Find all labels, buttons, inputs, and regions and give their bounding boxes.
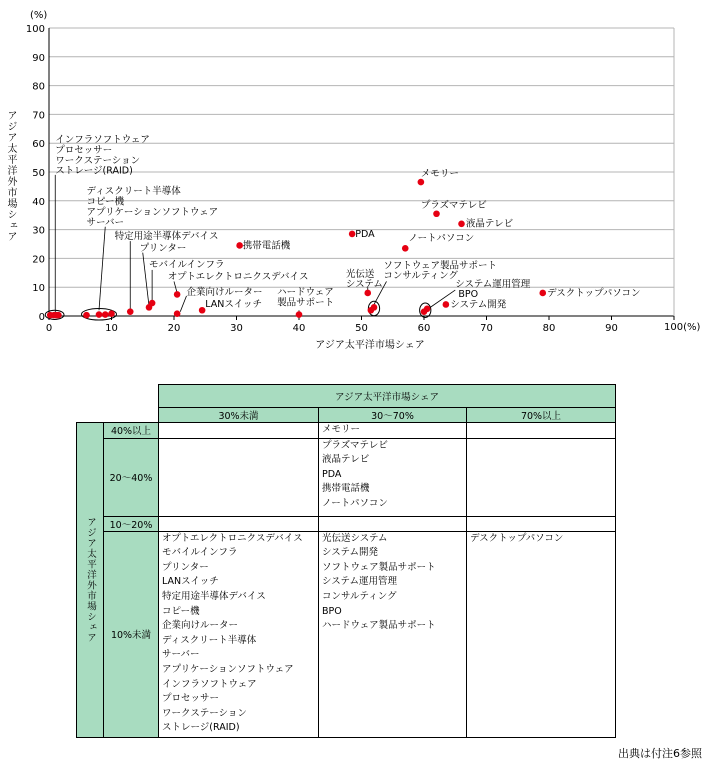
data-point (102, 311, 109, 318)
cell-r3-c0 (159, 531, 319, 737)
cell-r3-c2 (467, 531, 616, 737)
table-item: アプリケーションソフトウェア (162, 663, 294, 675)
row-label-40plus: 40%以上 (104, 423, 159, 439)
data-point (443, 301, 450, 308)
point-label: ディスクリート半導体 (86, 186, 181, 198)
y-tick-50: 50 (32, 168, 45, 179)
cell-r0-c2 (467, 423, 616, 439)
data-point (539, 290, 546, 297)
table-item: モバイルインフラ (162, 547, 238, 559)
leader-line (180, 296, 186, 312)
cell-r1-c0 (159, 438, 319, 516)
y-tick-10: 10 (32, 283, 45, 295)
point-label: ストレージ(RAID) (55, 165, 133, 177)
data-point (424, 306, 431, 313)
table-item: システム開発 (322, 547, 379, 559)
cell-r2-c0 (159, 516, 319, 531)
table-item: コピー機 (162, 605, 200, 617)
leader-line (99, 227, 105, 311)
data-point (371, 304, 378, 311)
data-point (174, 291, 181, 298)
table-item: プリンター (162, 561, 209, 573)
point-label: 企業向けルーター (186, 286, 263, 298)
point-label: モバイルインフラ (149, 259, 225, 271)
data-point (418, 179, 425, 186)
point-label: コピー機 (86, 196, 125, 208)
y-tick-0: 0 (38, 312, 45, 323)
point-label: プラズマテレビ (420, 200, 487, 211)
y-tick-90: 90 (32, 52, 45, 64)
cell-r0-c1 (319, 423, 467, 439)
y-tick-labels (26, 24, 45, 323)
y-tick-30: 30 (32, 225, 45, 237)
scatter-chart (0, 0, 716, 375)
row-label-20to40: 20〜40% (104, 438, 159, 516)
data-point (433, 210, 440, 217)
data-point (174, 310, 181, 317)
table-item: 光伝送システム (322, 532, 388, 544)
x-tick-90: 90 (605, 323, 618, 334)
table-item: 企業向けルーター (162, 620, 239, 632)
point-label: プロセッサー (55, 144, 113, 156)
table-item: プロセッサー (162, 693, 220, 705)
table-item: プラズマテレビ (322, 439, 388, 451)
point-label: オプトエレクトロニクスデバイス (167, 271, 309, 283)
x-tick-20: 20 (167, 323, 181, 334)
y-tick-70: 70 (32, 110, 45, 122)
point-label: システム運用管理 (455, 279, 531, 291)
cell-r1-c1 (319, 438, 467, 516)
x-tick-50: 50 (355, 323, 368, 334)
table-item: 液晶テレビ (322, 454, 370, 466)
point-label: プリンター (139, 243, 187, 255)
x-axis-unit: 100(%) (664, 322, 701, 333)
y-tick-60: 60 (32, 139, 45, 151)
y-axis-unit: (%) (30, 10, 48, 21)
point-label: アプリケーションソフトウェア (86, 206, 219, 218)
cell-r3-c1 (319, 531, 467, 737)
point-label: 製品サポート (277, 297, 335, 309)
x-tick-0: 0 (45, 323, 53, 334)
row-label-below10: 10%未満 (104, 531, 159, 737)
table-item: BPO (322, 605, 342, 617)
x-tick-10: 10 (105, 323, 118, 334)
point-label: デスクトップパソコン (547, 287, 641, 299)
x-tick-labels (46, 323, 618, 334)
x-tick-70: 70 (480, 323, 493, 334)
table-item: ハードウェア製品サポート (322, 620, 436, 632)
y-tick-100: 100 (25, 24, 45, 35)
col-header-below30: 30%未満 (159, 408, 319, 423)
cell-r0-c0 (159, 423, 319, 439)
y-axis-title: アジア太平洋外市場シェア (5, 110, 16, 242)
point-label: BPO (458, 288, 479, 300)
table-main-header: アジア太平洋市場シェア (159, 385, 616, 408)
point-label: PDA (355, 228, 375, 240)
y-tick-40: 40 (32, 196, 45, 208)
point-label: インフラソフトウェア (55, 134, 150, 146)
point-label: ワークステーション (55, 155, 141, 167)
table-item: メモリー (322, 424, 361, 435)
point-label: 液晶テレビ (465, 218, 514, 230)
point-label: ハードウェア (277, 286, 334, 298)
table-item: サーバー (162, 649, 200, 661)
data-point (96, 311, 103, 318)
table-side-label-cell (77, 423, 104, 738)
x-axis-title: アジア太平洋市場シェア (315, 340, 425, 351)
data-point (108, 310, 115, 317)
cell-r2-c2 (467, 516, 616, 531)
point-label: メモリー (420, 168, 459, 180)
table-item: ワークステーション (162, 707, 247, 719)
cell-r1-c2 (467, 438, 616, 516)
x-tick-40: 40 (292, 323, 306, 334)
data-point (364, 290, 371, 297)
point-label: 光伝送 (345, 269, 375, 281)
data-point (296, 311, 303, 318)
x-tick-80: 80 (542, 323, 556, 334)
table-item: ソフトウェア製品サポート (322, 561, 436, 573)
point-label: サーバー (86, 217, 125, 229)
table-item: システム運用管理 (322, 576, 398, 588)
y-tick-80: 80 (32, 81, 45, 93)
point-label: LANスイッチ (205, 299, 262, 311)
share-matrix-table (76, 384, 616, 738)
point-label: 特定用途半導体デバイス (114, 231, 219, 243)
table-item: ノートパソコン (322, 497, 388, 509)
table-item: 携帯電話機 (322, 483, 370, 495)
point-label: システム開発 (450, 299, 507, 311)
data-point (55, 312, 62, 319)
point-label: システム (345, 279, 383, 291)
data-point (458, 221, 465, 228)
data-point (402, 245, 409, 252)
x-tick-60: 60 (417, 323, 431, 334)
data-point (127, 308, 134, 315)
table-side-label: アジア太平洋外市場シェア (85, 516, 96, 643)
table-item: 特定用途半導体デバイス (162, 590, 266, 602)
table-item: デスクトップパソコン (470, 532, 564, 544)
table-item: PDA (322, 468, 342, 480)
table-item: ディスクリート半導体 (162, 634, 257, 646)
col-header-30to70: 30〜70% (319, 408, 467, 423)
x-tick-30: 30 (230, 323, 243, 334)
table-item: オプトエレクトロニクスデバイス (162, 532, 303, 544)
point-label: 携帯電話機 (242, 240, 291, 252)
point-labels (55, 135, 640, 311)
row-label-10to20: 10〜20% (104, 516, 159, 531)
point-label: ソフトウェア製品サポート (383, 260, 497, 272)
table-item: LANスイッチ (162, 576, 219, 588)
table-item: ストレージ(RAID) (162, 722, 240, 734)
data-point (83, 312, 90, 319)
source-note: 出典は付注6参照 (618, 747, 702, 760)
point-label: ノートパソコン (408, 233, 475, 245)
table-item: インフラソフトウェア (162, 678, 257, 690)
table-item: コンサルティング (322, 590, 397, 602)
cell-r2-c1 (319, 516, 467, 531)
data-point (149, 300, 156, 307)
point-label: コンサルティング (383, 270, 458, 282)
y-tick-20: 20 (32, 254, 45, 266)
col-header-above70: 70%以上 (467, 408, 616, 423)
